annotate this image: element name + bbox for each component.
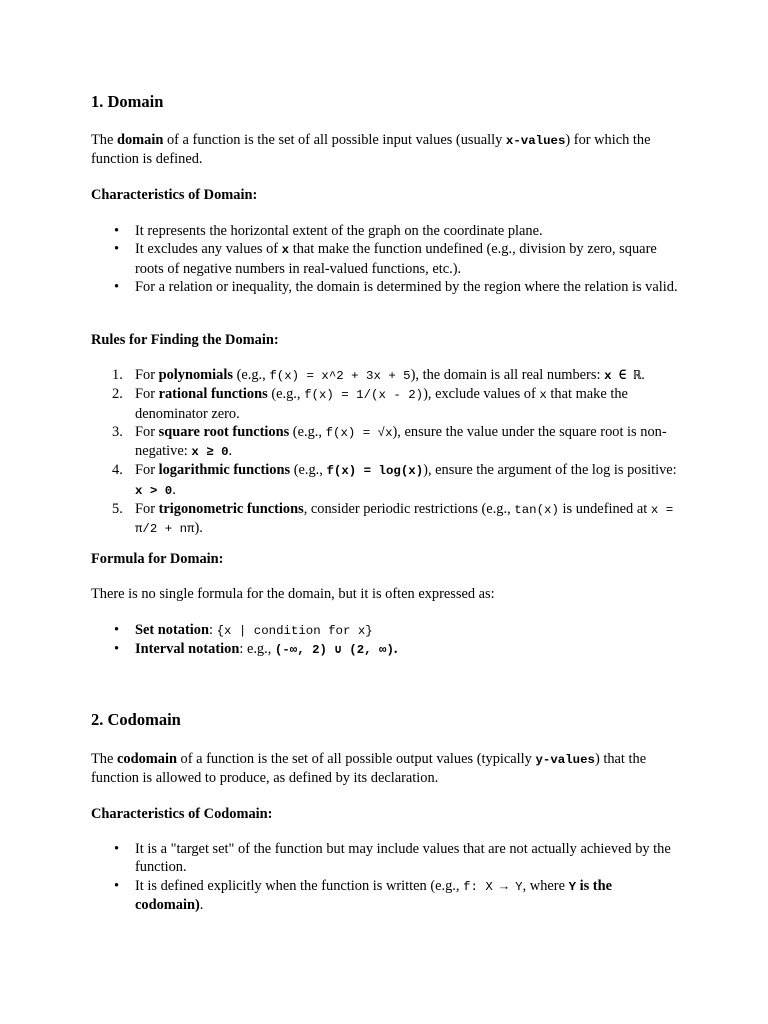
list-item: • It excludes any values of x that make the function undefined (e.g., division by zero, square roots of negative numbers in real-valued functions, etc.).: [91, 240, 681, 278]
domain-formula-text: There is no single formula for the domain, but it is often expressed as:: [91, 586, 495, 602]
domain-characteristics-title: Characteristics of Domain:: [91, 187, 258, 203]
section-heading-codomain: 2. Codomain: [91, 710, 181, 729]
domain-characteristics-list: [91, 222, 681, 296]
list-item: • It is defined explicitly when the function is written (e.g., f: X → Y, where Y is the codomain).: [91, 877, 681, 915]
domain-rules-title: Rules for Finding the Domain:: [91, 332, 279, 348]
domain-rules-list: [91, 366, 681, 539]
list-item: • For a relation or inequality, the domain is determined by the region where the relation is valid.: [91, 278, 681, 296]
list-item: • Interval notation: e.g., (-∞, 2) ∪ (2, ∞).: [91, 640, 681, 659]
list-item: • It is a "target set" of the function but may include values that are not actually achieved by the function.: [91, 840, 681, 877]
codomain-intro-paragraph: The codomain of a function is the set of all possible output values (typically y-values) that the function is allowed to produce, as defined by its declaration.: [91, 751, 647, 787]
domain-intro-paragraph: The domain of a function is the set of all possible input values (usually x-values) for which the function is defined.: [91, 132, 651, 168]
list-item: • It represents the horizontal extent of the graph on the coordinate plane.: [91, 222, 681, 240]
list-item: 5. For trigonometric functions, consider periodic restrictions (e.g., tan(x) is undefined at x = π/2 + nπ).: [112, 501, 674, 537]
list-item: • Set notation: {x | condition for x}: [91, 621, 681, 640]
codomain-characteristics-list: [91, 840, 681, 914]
codomain-characteristics-title: Characteristics of Codomain:: [91, 806, 273, 822]
list-item: 4. For logarithmic functions (e.g., f(x) = log(x)), ensure the argument of the log is positive: x > 0.: [112, 462, 677, 498]
section-heading-domain: 1. Domain: [91, 92, 164, 111]
list-item: 1. For polynomials (e.g., f(x) = x^2 + 3x + 5), the domain is all real numbers: x ∈ ℝ.: [112, 367, 645, 383]
domain-formula-title: Formula for Domain:: [91, 551, 224, 567]
list-item: 2. For rational functions (e.g., f(x) = 1/(x - 2)), exclude values of x that make the denominator zero.: [112, 386, 628, 422]
list-item: 3. For square root functions (e.g., f(x) = √x), ensure the value under the square root is non-negative: x ≥ 0.: [112, 423, 667, 460]
domain-notation-list: [91, 621, 681, 660]
